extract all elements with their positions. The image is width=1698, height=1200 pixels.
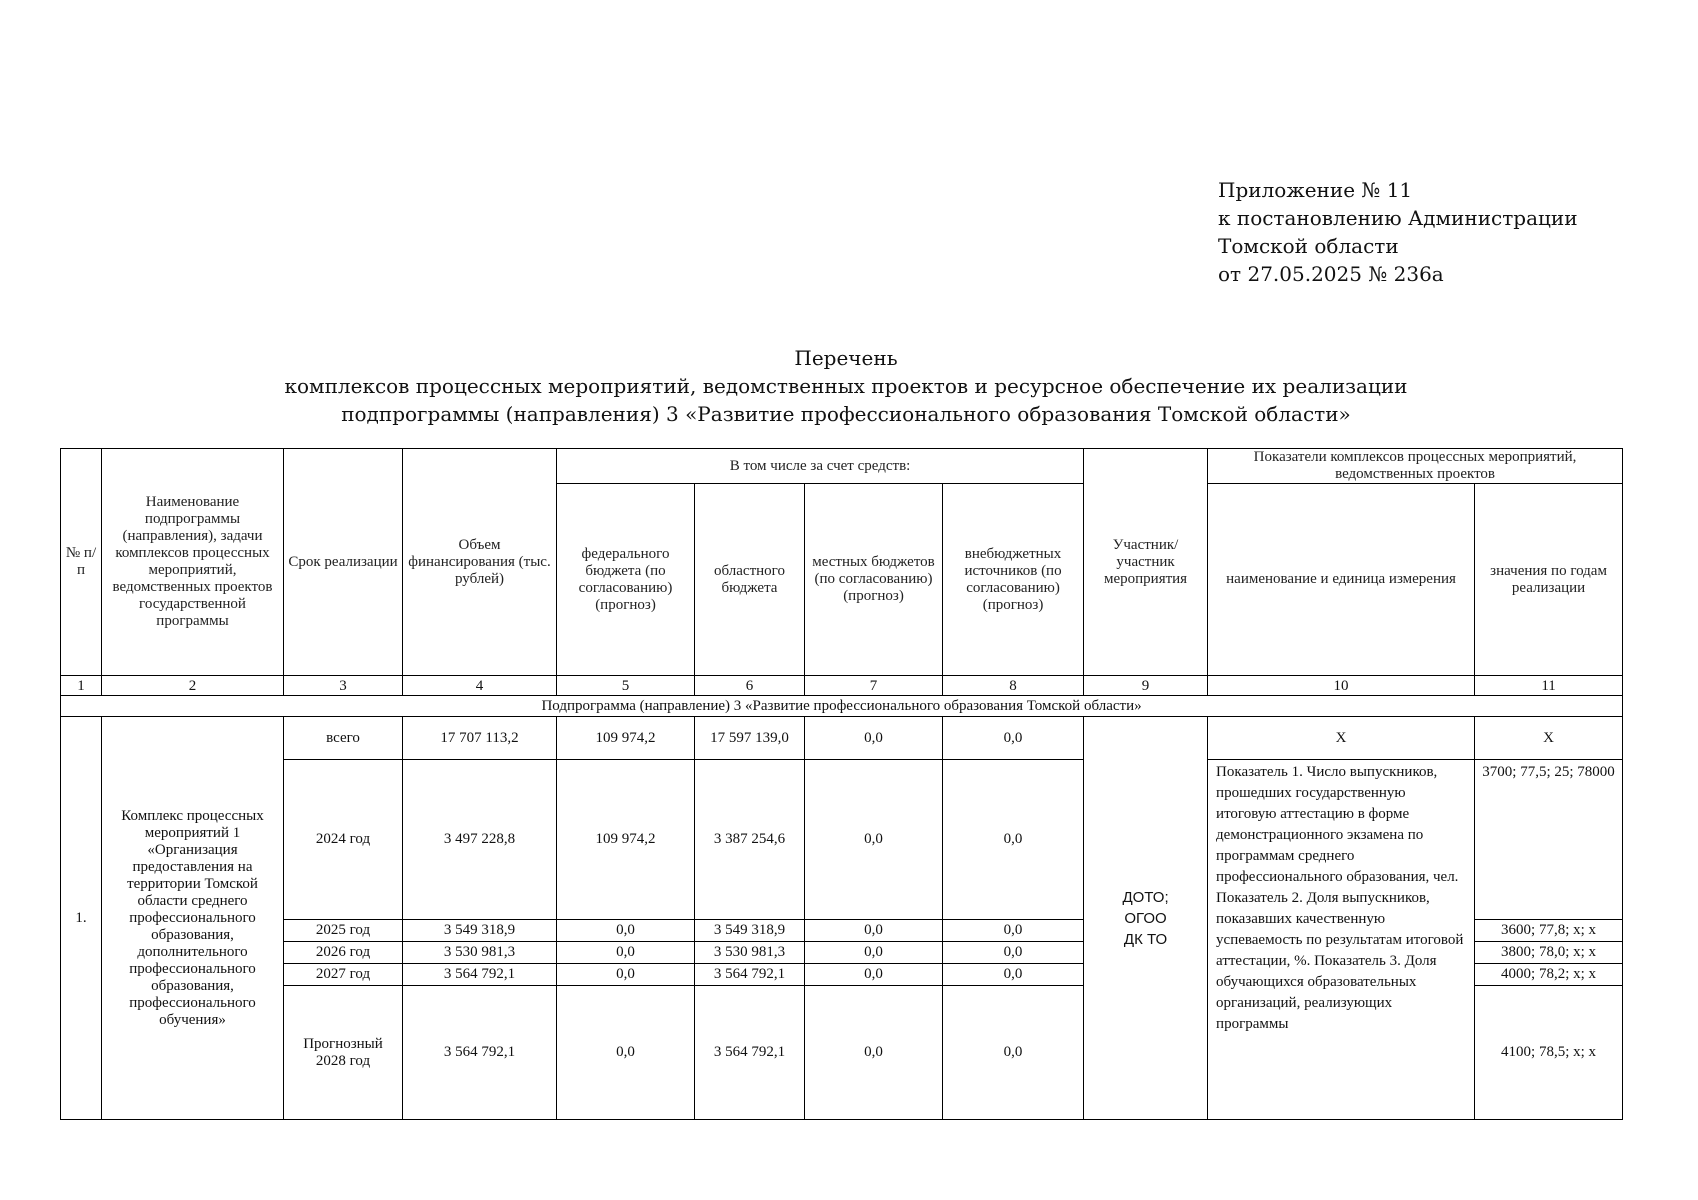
header-indicator-name: наименование и единица измерения [1208,484,1475,676]
header-participant: Участник/ участник мероприятия [1084,449,1208,676]
header-regional: областного бюджета [695,484,805,676]
col-number: 10 [1208,676,1475,696]
values-cell: 3600; 77,8; x; x [1475,920,1623,942]
header-federal: федерального бюджета (по согласованию) (прогноз) [557,484,695,676]
header-indicator-values: значения по годам реализации [1475,484,1623,676]
local-cell: 0,0 [805,986,943,1120]
participants-cell [1084,717,1208,1120]
federal-cell: 0,0 [557,942,695,964]
volume-cell: 17 707 113,2 [403,717,557,760]
complex-name: Комплекс процессных мероприятий 1 «Организация предоставления на территории Томской области среднего профессионального образования, дополнительного профессионального образования, профессионального обучения» [102,717,284,1120]
appendix-date: от 27.05.2025 № 236а [1218,262,1444,286]
local-cell: 0,0 [805,760,943,920]
extra-cell: 0,0 [943,942,1084,964]
period-cell: Прогнозный 2028 год [284,986,403,1120]
local-cell: 0,0 [805,964,943,986]
federal-cell: 109 974,2 [557,760,695,920]
heading-subtitle: комплексов процессных мероприятий, ведомственных проектов и ресурсное обеспечение их реализации [284,374,1408,398]
federal-cell: 0,0 [557,986,695,1120]
header-including: В том числе за счет средств: [557,449,1084,484]
regional-cell: 3 564 792,1 [695,964,805,986]
appendix-number: Приложение № 11 [1218,178,1413,202]
local-cell: 0,0 [805,717,943,760]
heading-title: Перечень [794,346,898,370]
header-local: местных бюджетов (по согласованию) (прогноз) [805,484,943,676]
extra-cell: 0,0 [943,760,1084,920]
period-cell: 2025 год [284,920,403,942]
period-cell: всего [284,717,403,760]
period-cell: 2026 год [284,942,403,964]
regional-cell: 17 597 139,0 [695,717,805,760]
heading-subprogram: подпрограммы (направления) 3 «Развитие профессионального образования Томской области» [341,402,1351,426]
participant-ogoo: ОГОО [1124,909,1167,927]
regional-cell: 3 387 254,6 [695,760,805,920]
period-cell: 2024 год [284,760,403,920]
header-no: № п/п [61,449,102,676]
document-heading [60,344,1632,428]
header-indicators: Показатели комплексов процессных мероприятий, ведомственных проектов [1208,449,1623,484]
values-cell: X [1475,717,1623,760]
col-number: 5 [557,676,695,696]
col-number: 1 [61,676,102,696]
federal-cell: 109 974,2 [557,717,695,760]
extra-cell: 0,0 [943,964,1084,986]
appendix-region: Томской области [1218,234,1399,258]
volume-cell: 3 564 792,1 [403,986,557,1120]
regional-cell: 3 530 981,3 [695,942,805,964]
federal-cell: 0,0 [557,920,695,942]
appendix-ref: к постановлению Администрации [1218,206,1578,230]
values-cell: 4100; 78,5; x; x [1475,986,1623,1120]
indicator-all: X [1208,717,1475,760]
col-number: 11 [1475,676,1623,696]
federal-cell: 0,0 [557,964,695,986]
volume-cell: 3 497 228,8 [403,760,557,920]
values-cell: 3800; 78,0; x; x [1475,942,1623,964]
header-volume: Объем финансирования (тыс. рублей) [403,449,557,676]
indicator-text: Показатель 1. Число выпускников, прошедших государственную итоговую аттестацию в форме демонстрационного экзамена по программам среднего профессионального образования, чел. Показатель 2. Доля выпускников, показавших качественную успеваемость по результатам итоговой аттестации, %. Показатель 3. Доля обучающихся образовательных организаций, реализующих программы [1208,760,1475,1120]
participant-dkto: ДК ТО [1123,930,1168,948]
header-extra: внебюджетных источников (по согласованию) (прогноз) [943,484,1084,676]
period-cell: 2027 год [284,964,403,986]
values-cell: 4000; 78,2; x; x [1475,964,1623,986]
appendix-block [1218,176,1578,288]
col-number: 2 [102,676,284,696]
extra-cell: 0,0 [943,986,1084,1120]
volume-cell: 3 564 792,1 [403,964,557,986]
volume-cell: 3 549 318,9 [403,920,557,942]
volume-cell: 3 530 981,3 [403,942,557,964]
col-number: 7 [805,676,943,696]
participant-doto: ДОТО; [1122,888,1169,906]
extra-cell: 0,0 [943,920,1084,942]
values-cell: 3700; 77,5; 25; 78000 [1475,760,1623,920]
local-cell: 0,0 [805,920,943,942]
col-number: 6 [695,676,805,696]
col-number: 9 [1084,676,1208,696]
subprogram-row: Подпрограмма (направление) 3 «Развитие профессионального образования Томской области» [61,696,1623,717]
local-cell: 0,0 [805,942,943,964]
row-number: 1. [61,717,102,1120]
header-name: Наименование подпрограммы (направления), задачи комплексов процессных мероприятий, ведомственных проектов государственной программы [102,449,284,676]
col-number: 4 [403,676,557,696]
resource-table [60,448,1623,1120]
col-number: 3 [284,676,403,696]
extra-cell: 0,0 [943,717,1084,760]
header-period: Срок реализации [284,449,403,676]
regional-cell: 3 549 318,9 [695,920,805,942]
regional-cell: 3 564 792,1 [695,986,805,1120]
col-number: 8 [943,676,1084,696]
